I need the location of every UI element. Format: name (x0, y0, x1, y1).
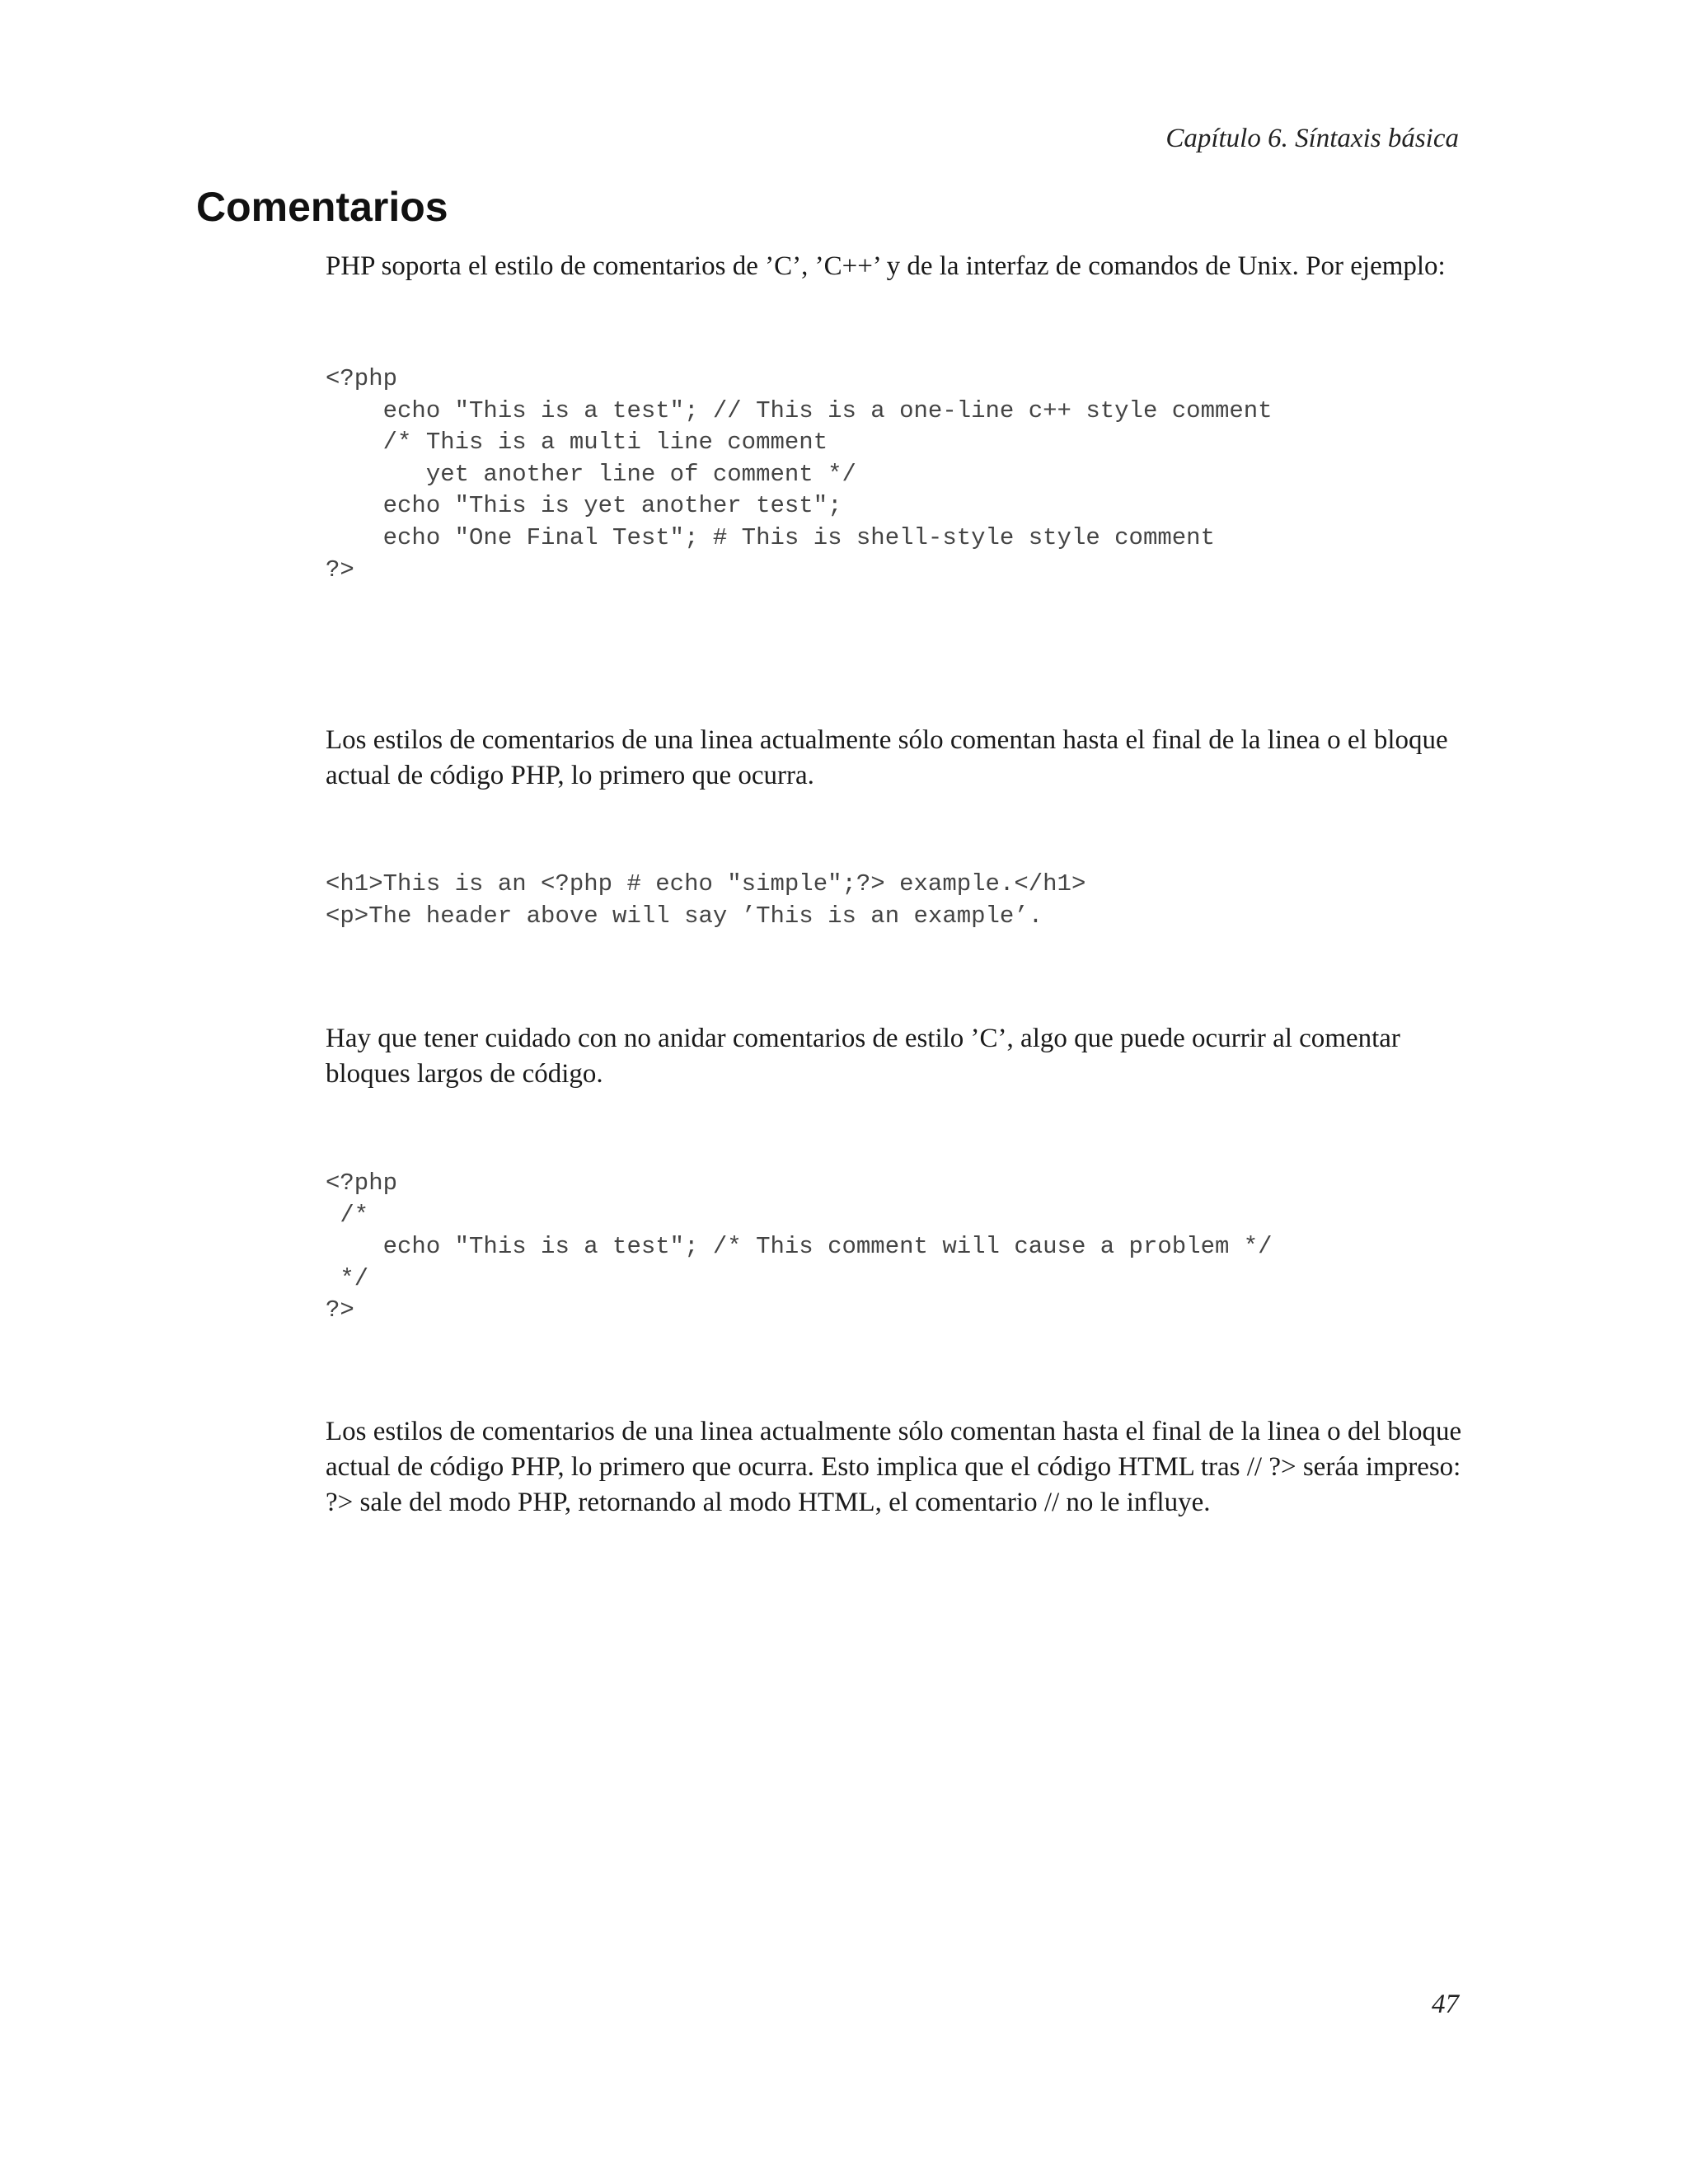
closing-note-paragraph: Los estilos de comentarios de una linea actualmente sólo comentan hasta el final de la linea o del bloque actual de código PHP, lo primero que ocurra. Esto implica que el código HTML tras // ?> seráa impreso: ?> sale del modo PHP, retornando al modo HTML, el comentario // no le influye. (326, 1417, 1462, 1517)
running-header: Capítulo 6. Síntaxis básica (1165, 124, 1459, 153)
page-number: 47 (1432, 1990, 1459, 2019)
section-title: Comentarios (196, 184, 448, 230)
single-line-note-paragraph: Los estilos de comentarios de una linea actualmente sólo comentan hasta el final de la linea o el bloque actual de código PHP, lo primero que ocurra. (326, 725, 1448, 790)
code-example-html-inline: <h1>This is an <?php # echo "simple";?> example.</h1> <p>The header above will say ’This is an example’. (326, 870, 1086, 930)
nesting-warning-paragraph: Hay que tener cuidado con no anidar comentarios de estilo ’C’, algo que puede ocurrir al comentar bloques largos de código. (326, 1024, 1400, 1089)
code-example-nested-comment: <?php /* echo "This is a test"; /* This comment will cause a problem */ */ ?> (326, 1169, 1273, 1324)
code-example-comment-styles: <?php echo "This is a test"; // This is a one-line c++ style comment /* This is a multi line comment yet another line of comment */ echo "This is yet another test"; echo "One Final Test"; # This is shell-style style comment ?> (326, 365, 1273, 583)
intro-paragraph: PHP soporta el estilo de comentarios de ’C’, ’C++’ y de la interfaz de comandos de Unix. Por ejemplo: (326, 251, 1446, 281)
